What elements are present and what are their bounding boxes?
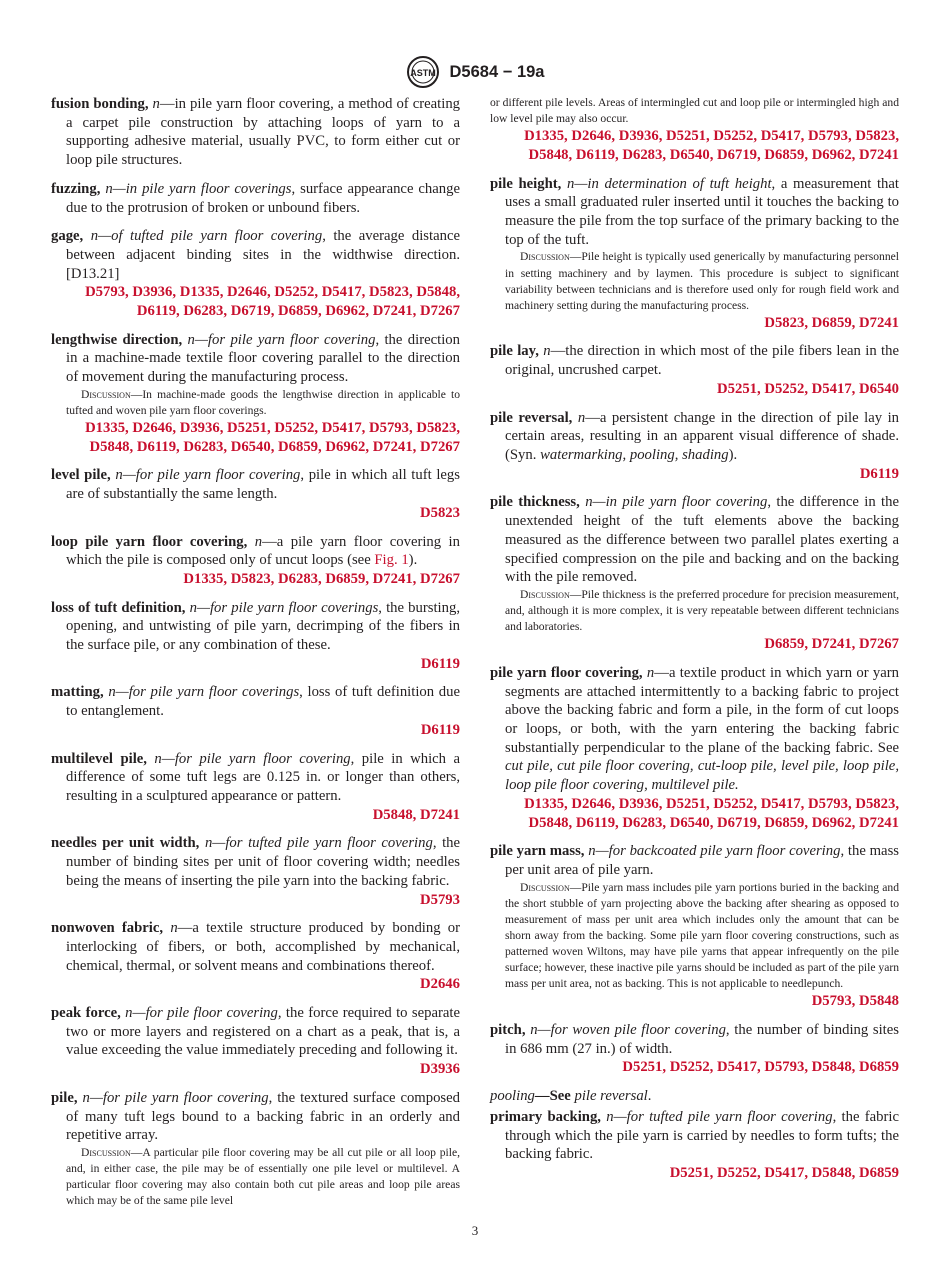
standard-references[interactable]: D1335, D2646, D3936, D5251, D5252, D5417, D5793, D5823, D5848, D6119, D6283, D6540, D6859, D6962, D7241, D7267 (85, 420, 460, 455)
standard-references[interactable]: D2646 (420, 976, 460, 993)
standard-references[interactable]: D5793, D5848 (811, 993, 899, 1010)
standard-references[interactable]: D1335, D5823, D6283, D6859, D7241, D7267 (183, 570, 460, 587)
definition-entry: pitch, n—for woven pile floor covering, the number of binding sites in 686 mm (27 in.) of width. D5251, D5252, D5417, D5793, D5848, D6859 (490, 1022, 899, 1076)
standard-references[interactable]: D6119 (859, 465, 899, 482)
standard-references[interactable]: D5251, D5252, D5417, D5793, D5848, D6859 (622, 1059, 899, 1076)
definition-entry: pile yarn floor covering, n—a textile product in which yarn or yarn segments are attached intermittently to a backing fabric to project above the backing fabric and form a pile, in the form of cut loops or loops, or both, with the yarn entering the backing fabric substantially perpendicular to the plane of the backing fabric. See cut pile, cut pile floor covering, cut-loop pile, level pile, loop pile, loop pile floor covering, multilevel pile. D1335, D2646, D3936, D5251, D5252, D5417, D5793, D5823, D5848, D6119, D6283, D6540, D6719, D6859, D6962, D7241 (490, 664, 899, 831)
definition-entry: primary backing, n—for tufted pile yarn floor covering, the fabric through which the pile yarn is carried by needles to form tufts; the backing fabric. D5251, D5252, D5417, D5848, D6859 (490, 1108, 900, 1181)
discussion-note: Discussion—A particular pile floor covering may be all cut pile or all loop pile, and, in either case, the pile may be of essentially one pile level or multilevel. A particular floor covering may also contain both cut pile areas and loop pile areas which may be of the same pile level (66, 1145, 460, 1208)
left-column (51, 95, 460, 1219)
standard-references[interactable]: D1335, D2646, D3936, D5251, D5252, D5417, D5793, D5823, D5848, D6119, D6283, D6540, D6719, D6859, D6962, D7241 (524, 795, 899, 831)
standard-references[interactable]: D5793 (420, 891, 460, 908)
definition-entry: nonwoven fabric, n—a textile structure produced by bonding or interlocking of fibers, or both, accomplished by mechanical, chemical, thermal, or solvent means and combinations thereof. D2646 (51, 920, 461, 993)
definition-entry: pile thickness, n—in pile yarn floor covering, the difference in the unextended height of the tuft elements above the backing measured as the difference between two parallel plates exerting a specified compression on the pile and backing and on the backing with the pile removed. Discussion—Pile thickness is the preferred procedure for precision measurement, and, although it is more complex, it is very repeatable between different technicians and laboratories. D6859, D7241, D7267 (490, 494, 899, 653)
standard-references[interactable]: D3936 (420, 1061, 460, 1078)
standard-references[interactable]: D5848, D7241 (372, 806, 460, 823)
right-column (490, 95, 899, 1193)
definition-entry: pile yarn mass, n—for backcoated pile yarn floor covering, the mass per unit area of pile yarn. Discussion—Pile yarn mass includes pile yarn portions buried in the backing and the short stubble of yarn projecting above the backing after shearing as opposed to measurement of mass per unit area which includes only the amount that can be shorn away from the backing. Some pile yarn floor covering constructions, such as patterned woven Wiltons, may have pile yarns that appear infrequently on the pile surface; however, these inactive pile yarns should be included as part of the pile yarn mass per unit area, not as backing. This is not applicable to needlepunch. D5793, D5848 (490, 843, 899, 1010)
definition-entry: needles per unit width, n—for tufted pile yarn floor covering, the number of binding sites per unit of floor covering width; needles being the means of inserting the pile yarn into the backing fabric. D5793 (51, 835, 461, 908)
discussion-note: Discussion—In machine-made goods the lengthwise direction in applicable to tufted and woven pile yarn floor coverings. (66, 387, 460, 417)
definition-entry: matting, n—for pile yarn floor coverings, loss of tuft definition due to entanglement. D6119 (51, 684, 460, 738)
standard-references[interactable]: D5823 (420, 504, 460, 521)
standard-references[interactable]: D6119 (420, 655, 460, 672)
definition-entry: pooling—See pile reversal. (490, 1088, 652, 1105)
definition-entry: peak force, n—for pile floor covering, the force required to separate two or more layers and registered on a chart as a peak, that is, a value exceeding the value immediately preceding and following it. D3936 (51, 1005, 460, 1078)
discussion-note: Discussion—Pile thickness is the preferred procedure for precision measurement, and, although it is more complex, it is very repeatable between different technicians and laboratories. (505, 587, 899, 634)
definition-entry: fusion bonding, n—in pile yarn floor covering, a method of creating a carpet pile construction by attaching loops of yarn to a supporting adhesive material, usually PVC, to form either cut or loop pile structures. (51, 96, 461, 169)
definition-entry: pile reversal, n—a persistent change in the direction of pile lay in certain areas, resulting in an apparent visual difference of shade. (Syn. watermarking, pooling, shading). D6119 (490, 409, 899, 482)
discussion-note: Discussion—Pile height is typically used generically by manufacturing personnel in setting machinery and by laymen. This procedure is subject to significant variability between technicians and is therefore used only for rough field work and machinery setting during the manufacturing process. (505, 250, 899, 312)
definition-entry: multilevel pile, n—for pile yarn floor covering, pile in which a difference of some tuft legs are 0.125 in. or longer than others, resulting in a sculptured appearance or pattern. D5848, D7241 (51, 750, 460, 823)
definition-entry: pile, n—for pile yarn floor covering, the textured surface composed of many tuft legs bound to a backing fabric in an orderly and repetitive array. Discussion—A particular pile floor covering may be all cut pile or all loop pile, and, in either case, the pile may be of essentially one pile level or multilevel. A particular floor covering may also contain both cut pile areas and loop pile areas which may be of the same pile level (51, 1089, 460, 1209)
definition-entry: gage, n—of tufted pile yarn floor covering, the average distance between adjacent binding sites in the widthwise direction. [D13.21] D5793, D3936, D1335, D2646, D5252, D5417, D5823, D5848, D6119, D6283, D6719, D6859, D6962, D7241, D7267 (51, 228, 460, 320)
definition-entry: loss of tuft definition, n—for pile yarn floor coverings, the bursting, opening, and untwisting of pile yarn, decrimping of the fibers in the surface pile, or any combination of these. D6119 (51, 599, 460, 672)
standard-references[interactable]: D1335, D2646, D3936, D5251, D5252, D5417, D5793, D5823, D5848, D6119, D6283, D6540, D6719, D6859, D6962, D7241 (524, 128, 899, 163)
standard-references[interactable]: D5823, D6859, D7241 (764, 314, 899, 331)
page-header (0, 55, 950, 89)
figure-link[interactable]: Fig. 1 (374, 552, 409, 569)
definition-entry: loop pile yarn floor covering, n—a pile yarn floor covering in which the pile is composed only of uncut loops (see Fig. 1). D1335, D5823, D6283, D6859, D7241, D7267 (51, 533, 460, 587)
definition-entry: fuzzing, n—in pile yarn floor coverings, surface appearance change due to the protrusion of broken or unbound fibers. (51, 180, 460, 216)
standard-references[interactable]: D5251, D5252, D5417, D6540 (717, 380, 899, 397)
standard-references[interactable]: D5251, D5252, D5417, D5848, D6859 (669, 1164, 899, 1181)
discussion-note: Discussion—Pile yarn mass includes pile yarn portions buried in the backing and the short stubble of yarn projecting above the backing after shearing as opposed to measurement of mass per unit area which includes only the amount that can be shorn away from the backing. Some pile yarn floor covering constructions, such as patterned woven Wiltons, may have pile yarns that appear infrequently on the pile surface; however, these inactive pile yarns should be included as part of the pile yarn mass per unit area, not as backing. This is not applicable to needlepunch. (505, 880, 899, 991)
discussion-continuation: or different pile levels. Areas of intermingled cut and loop pile or intermingled high and low level pile may also occur. D1335, D2646, D3936, D5251, D5252, D5417, D5793, D5823, D5848, D6119, D6283, D6540, D6719, D6859, D6962, D7241 (490, 96, 899, 163)
definition-entry: pile height, n—in determination of tuft height, a measurement that uses a small graduated ruler inserted until it touches the backing to measure the pile from the top surface of the primary backing to the top of the tuft. Discussion—Pile height is typically used generically by manufacturing personnel in setting machinery and by laymen. This procedure is subject to significant variability between technicians and is therefore used only for rough field work and machinery setting during the manufacturing process. D5823, D6859, D7241 (490, 175, 900, 331)
definition-entry: lengthwise direction, n—for pile yarn floor covering, the direction in a machine-made textile floor covering parallel to the direction of movement during the manufacturing process. Discussion—In machine-made goods the lengthwise direction in applicable to tufted and woven pile yarn floor coverings. D1335, D2646, D3936, D5251, D5252, D5417, D5793, D5823, D5848, D6119, D6283, D6540, D6859, D6962, D7241, D7267 (51, 331, 460, 455)
svg-text:ASTM: ASTM (409, 68, 436, 78)
definition-entry: pile lay, n—the direction in which most of the pile fibers lean in the original, uncrushed carpet. D5251, D5252, D5417, D6540 (490, 343, 900, 397)
page-number: 3 (471, 1223, 479, 1238)
standard-references[interactable]: D6119 (420, 721, 460, 738)
standard-references[interactable]: D5793, D3936, D1335, D2646, D5252, D5417, D5823, D5848, D6119, D6283, D6719, D6859, D6962, D7241, D7267 (85, 284, 460, 320)
document-title: D5684 − 19a (449, 62, 545, 81)
standard-references[interactable]: D6859, D7241, D7267 (764, 636, 899, 653)
astm-logo-icon (406, 55, 440, 89)
definition-entry: level pile, n—for pile yarn floor covering, pile in which all tuft legs are of substantially the same length. D5823 (51, 467, 460, 521)
